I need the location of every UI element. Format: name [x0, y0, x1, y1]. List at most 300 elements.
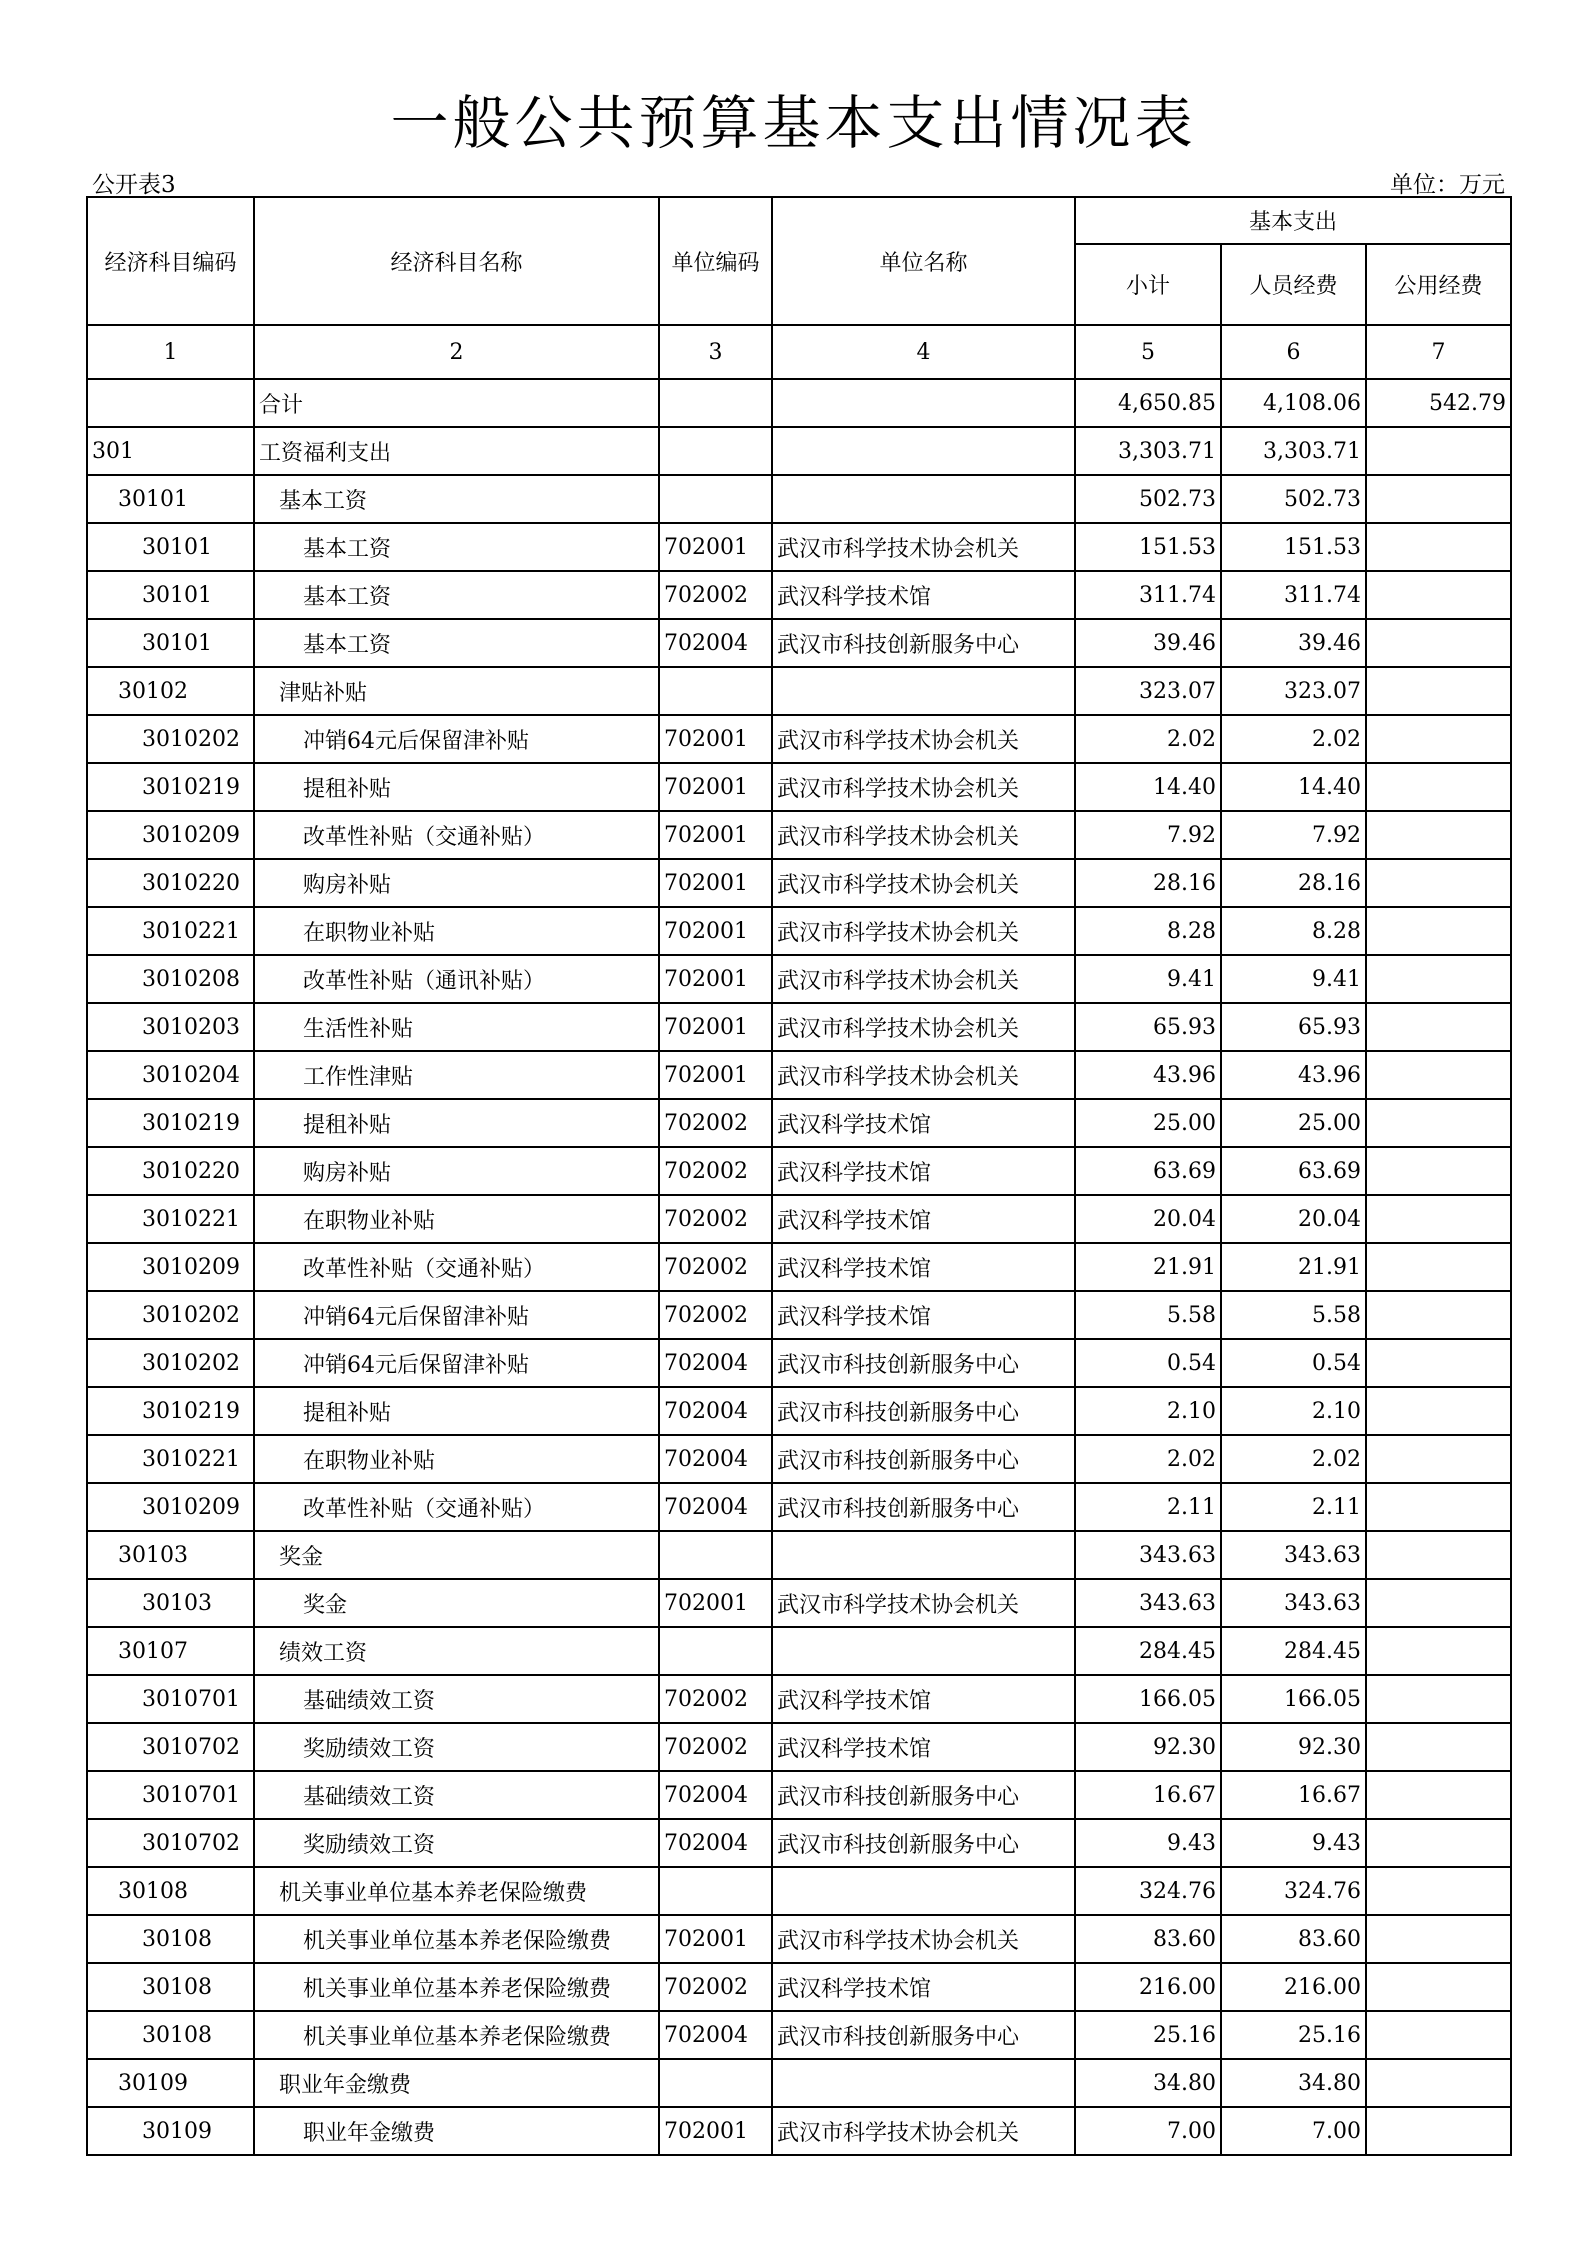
row-unit-code: [659, 475, 772, 523]
row-subtotal: 216.00: [1075, 1963, 1221, 2011]
row-personnel: 502.73: [1221, 475, 1366, 523]
row-personnel: 0.54: [1221, 1339, 1366, 1387]
row-public: [1366, 1435, 1511, 1483]
row-unit-code: 702001: [659, 1003, 772, 1051]
table-row: [87, 1291, 1511, 1339]
row-code: 3010219: [87, 763, 254, 811]
row-public: [1366, 1339, 1511, 1387]
row-code: 30101: [87, 523, 254, 571]
row-code: 3010208: [87, 955, 254, 1003]
row-subtotal: 324.76: [1075, 1867, 1221, 1915]
row-unit-name: [772, 427, 1075, 475]
row-unit-code: 702002: [659, 1243, 772, 1291]
row-code: [87, 379, 254, 427]
row-subtotal: 25.00: [1075, 1099, 1221, 1147]
row-unit-code: 702004: [659, 1771, 772, 1819]
row-unit-name: 武汉科学技术馆: [772, 1723, 1075, 1771]
row-code: 30101: [87, 571, 254, 619]
table-row: [87, 1915, 1511, 1963]
row-public: [1366, 1051, 1511, 1099]
row-subtotal: 2.02: [1075, 715, 1221, 763]
row-subtotal: 34.80: [1075, 2059, 1221, 2107]
row-unit-name: 武汉市科学技术协会机关: [772, 907, 1075, 955]
row-subtotal: 284.45: [1075, 1627, 1221, 1675]
table-row: [87, 667, 1511, 715]
table-row: [87, 475, 1511, 523]
row-personnel: 25.16: [1221, 2011, 1366, 2059]
row-unit-code: 702002: [659, 1099, 772, 1147]
row-subtotal: 7.92: [1075, 811, 1221, 859]
row-personnel: 2.02: [1221, 1435, 1366, 1483]
table-row: [87, 1147, 1511, 1195]
row-unit-name: 武汉市科学技术协会机关: [772, 1003, 1075, 1051]
header-public: 公用经费: [1366, 244, 1511, 325]
table-row: [87, 2059, 1511, 2107]
row-personnel: 83.60: [1221, 1915, 1366, 1963]
row-name: 在职物业补贴: [254, 1195, 659, 1243]
row-unit-code: 702004: [659, 1483, 772, 1531]
row-subtotal: 343.63: [1075, 1579, 1221, 1627]
row-personnel: 63.69: [1221, 1147, 1366, 1195]
table-row: [87, 811, 1511, 859]
table-row: [87, 1819, 1511, 1867]
row-name: 冲销64元后保留津补贴: [254, 1291, 659, 1339]
row-personnel: 92.30: [1221, 1723, 1366, 1771]
row-unit-code: 702001: [659, 1051, 772, 1099]
row-public: [1366, 1147, 1511, 1195]
table-row: [87, 1435, 1511, 1483]
table-row: [87, 1627, 1511, 1675]
row-name: 奖金: [254, 1531, 659, 1579]
row-code: 3010702: [87, 1819, 254, 1867]
row-personnel: 21.91: [1221, 1243, 1366, 1291]
col-number: 6: [1221, 325, 1366, 379]
row-public: [1366, 427, 1511, 475]
row-name: 津贴补贴: [254, 667, 659, 715]
row-personnel: 311.74: [1221, 571, 1366, 619]
table-row: [87, 1051, 1511, 1099]
col-number: 5: [1075, 325, 1221, 379]
table-row: [87, 715, 1511, 763]
row-unit-name: [772, 379, 1075, 427]
row-name: 提租补贴: [254, 763, 659, 811]
row-personnel: 2.02: [1221, 715, 1366, 763]
row-unit-code: [659, 2059, 772, 2107]
row-public: [1366, 571, 1511, 619]
table-row: [87, 955, 1511, 1003]
row-name: 工作性津贴: [254, 1051, 659, 1099]
row-subtotal: 0.54: [1075, 1339, 1221, 1387]
row-personnel: 5.58: [1221, 1291, 1366, 1339]
row-name: 改革性补贴（通讯补贴）: [254, 955, 659, 1003]
row-unit-name: 武汉市科学技术协会机关: [772, 1051, 1075, 1099]
row-public: [1366, 1387, 1511, 1435]
row-unit-name: 武汉市科技创新服务中心: [772, 1819, 1075, 1867]
row-code: 30103: [87, 1531, 254, 1579]
table-row: [87, 2107, 1511, 2155]
row-subtotal: 323.07: [1075, 667, 1221, 715]
table-row: [87, 1195, 1511, 1243]
row-subtotal: 166.05: [1075, 1675, 1221, 1723]
table-row: [87, 571, 1511, 619]
row-public: [1366, 955, 1511, 1003]
row-subtotal: 2.11: [1075, 1483, 1221, 1531]
row-unit-name: 武汉市科学技术协会机关: [772, 763, 1075, 811]
row-public: [1366, 1627, 1511, 1675]
row-unit-name: 武汉市科学技术协会机关: [772, 955, 1075, 1003]
row-public: [1366, 1771, 1511, 1819]
row-personnel: 343.63: [1221, 1579, 1366, 1627]
row-unit-code: [659, 1531, 772, 1579]
row-public: [1366, 1819, 1511, 1867]
row-name: 基础绩效工资: [254, 1771, 659, 1819]
row-personnel: 4,108.06: [1221, 379, 1366, 427]
row-public: [1366, 475, 1511, 523]
row-unit-name: [772, 2059, 1075, 2107]
row-unit-name: 武汉市科技创新服务中心: [772, 1387, 1075, 1435]
row-unit-code: [659, 1867, 772, 1915]
row-personnel: 65.93: [1221, 1003, 1366, 1051]
row-subtotal: 39.46: [1075, 619, 1221, 667]
row-public: [1366, 1915, 1511, 1963]
row-name: 基本工资: [254, 523, 659, 571]
row-public: [1366, 1243, 1511, 1291]
header-unit-name: 单位名称: [772, 197, 1075, 325]
row-unit-code: 702004: [659, 1819, 772, 1867]
row-public: [1366, 1867, 1511, 1915]
row-subtotal: 16.67: [1075, 1771, 1221, 1819]
col-number: 4: [772, 325, 1075, 379]
table-row: [87, 523, 1511, 571]
row-public: [1366, 1723, 1511, 1771]
row-public: [1366, 667, 1511, 715]
row-public: [1366, 1483, 1511, 1531]
row-subtotal: 65.93: [1075, 1003, 1221, 1051]
row-unit-code: 702002: [659, 1195, 772, 1243]
table-row: [87, 619, 1511, 667]
row-unit-name: 武汉市科学技术协会机关: [772, 715, 1075, 763]
row-unit-name: 武汉市科技创新服务中心: [772, 1435, 1075, 1483]
row-public: [1366, 715, 1511, 763]
row-code: 30102: [87, 667, 254, 715]
row-public: [1366, 1675, 1511, 1723]
row-unit-code: 702002: [659, 1291, 772, 1339]
row-unit-code: 702004: [659, 619, 772, 667]
row-code: 30103: [87, 1579, 254, 1627]
row-name: 机关事业单位基本养老保险缴费: [254, 1915, 659, 1963]
table-row: [87, 1483, 1511, 1531]
row-unit-name: [772, 475, 1075, 523]
row-personnel: 7.00: [1221, 2107, 1366, 2155]
row-code: 30109: [87, 2059, 254, 2107]
row-unit-name: [772, 1531, 1075, 1579]
row-unit-name: 武汉市科学技术协会机关: [772, 811, 1075, 859]
row-subtotal: 3,303.71: [1075, 427, 1221, 475]
row-personnel: 20.04: [1221, 1195, 1366, 1243]
row-personnel: 2.10: [1221, 1387, 1366, 1435]
row-personnel: 324.76: [1221, 1867, 1366, 1915]
row-subtotal: 2.02: [1075, 1435, 1221, 1483]
row-subtotal: 2.10: [1075, 1387, 1221, 1435]
row-code: 3010219: [87, 1099, 254, 1147]
row-unit-code: 702001: [659, 763, 772, 811]
row-unit-code: 702004: [659, 1339, 772, 1387]
row-code: 30108: [87, 2011, 254, 2059]
row-name: 基础绩效工资: [254, 1675, 659, 1723]
row-unit-code: 702001: [659, 2107, 772, 2155]
table-row: [87, 1867, 1511, 1915]
row-personnel: 8.28: [1221, 907, 1366, 955]
row-unit-name: 武汉科学技术馆: [772, 1963, 1075, 2011]
row-unit-name: 武汉科学技术馆: [772, 571, 1075, 619]
row-unit-name: 武汉市科技创新服务中心: [772, 1339, 1075, 1387]
row-code: 3010204: [87, 1051, 254, 1099]
row-subtotal: 20.04: [1075, 1195, 1221, 1243]
row-unit-code: 702001: [659, 1579, 772, 1627]
table-row: [87, 907, 1511, 955]
col-number: 3: [659, 325, 772, 379]
row-code: 3010702: [87, 1723, 254, 1771]
row-personnel: 16.67: [1221, 1771, 1366, 1819]
budget-table: [86, 196, 1512, 2156]
row-name: 机关事业单位基本养老保险缴费: [254, 1963, 659, 2011]
col-number: 1: [87, 325, 254, 379]
row-public: [1366, 2011, 1511, 2059]
row-name: 职业年金缴费: [254, 2059, 659, 2107]
row-name: 机关事业单位基本养老保险缴费: [254, 1867, 659, 1915]
row-public: [1366, 1195, 1511, 1243]
row-subtotal: 502.73: [1075, 475, 1221, 523]
table-row: [87, 1387, 1511, 1435]
row-code: 30101: [87, 619, 254, 667]
row-subtotal: 151.53: [1075, 523, 1221, 571]
row-name: 绩效工资: [254, 1627, 659, 1675]
row-personnel: 34.80: [1221, 2059, 1366, 2107]
row-personnel: 284.45: [1221, 1627, 1366, 1675]
row-code: 30108: [87, 1963, 254, 2011]
row-unit-name: [772, 667, 1075, 715]
row-name: 基本工资: [254, 571, 659, 619]
row-public: [1366, 1531, 1511, 1579]
row-unit-name: 武汉市科技创新服务中心: [772, 2011, 1075, 2059]
row-name: 工资福利支出: [254, 427, 659, 475]
page-title: 一般公共预算基本支出情况表: [390, 89, 1197, 157]
row-code: 30109: [87, 2107, 254, 2155]
row-code: 3010209: [87, 1483, 254, 1531]
row-unit-code: [659, 1627, 772, 1675]
row-personnel: 166.05: [1221, 1675, 1366, 1723]
row-subtotal: 311.74: [1075, 571, 1221, 619]
row-unit-name: 武汉科学技术馆: [772, 1291, 1075, 1339]
row-public: [1366, 2059, 1511, 2107]
row-personnel: 9.41: [1221, 955, 1366, 1003]
row-name: 提租补贴: [254, 1099, 659, 1147]
row-code: 30107: [87, 1627, 254, 1675]
row-public: [1366, 1291, 1511, 1339]
row-code: 3010219: [87, 1387, 254, 1435]
row-unit-code: 702001: [659, 523, 772, 571]
row-personnel: 343.63: [1221, 1531, 1366, 1579]
header-basic-expenditure: 基本支出: [1075, 197, 1511, 244]
row-public: [1366, 1579, 1511, 1627]
row-subtotal: 92.30: [1075, 1723, 1221, 1771]
row-name: 奖金: [254, 1579, 659, 1627]
row-code: 3010221: [87, 907, 254, 955]
row-public: [1366, 763, 1511, 811]
row-code: 3010221: [87, 1195, 254, 1243]
row-name: 购房补贴: [254, 1147, 659, 1195]
table-row: [87, 1963, 1511, 2011]
row-subtotal: 7.00: [1075, 2107, 1221, 2155]
row-name: 改革性补贴（交通补贴）: [254, 811, 659, 859]
row-subtotal: 83.60: [1075, 1915, 1221, 1963]
row-name: 机关事业单位基本养老保险缴费: [254, 2011, 659, 2059]
row-name: 奖励绩效工资: [254, 1819, 659, 1867]
row-name: 基本工资: [254, 475, 659, 523]
row-subtotal: 9.43: [1075, 1819, 1221, 1867]
row-unit-name: 武汉市科学技术协会机关: [772, 2107, 1075, 2155]
row-public: [1366, 523, 1511, 571]
row-public: [1366, 907, 1511, 955]
row-code: 30108: [87, 1915, 254, 1963]
row-personnel: 43.96: [1221, 1051, 1366, 1099]
row-name: 基本工资: [254, 619, 659, 667]
row-unit-code: 702004: [659, 2011, 772, 2059]
row-subtotal: 25.16: [1075, 2011, 1221, 2059]
row-subtotal: 8.28: [1075, 907, 1221, 955]
row-personnel: 2.11: [1221, 1483, 1366, 1531]
row-personnel: 28.16: [1221, 859, 1366, 907]
row-code: 3010701: [87, 1771, 254, 1819]
row-unit-code: [659, 667, 772, 715]
row-code: 3010202: [87, 715, 254, 763]
row-unit-code: [659, 379, 772, 427]
row-unit-code: 702004: [659, 1387, 772, 1435]
row-personnel: 3,303.71: [1221, 427, 1366, 475]
header-personnel: 人员经费: [1221, 244, 1366, 325]
row-subtotal: 63.69: [1075, 1147, 1221, 1195]
table-row: [87, 427, 1511, 475]
row-public: 542.79: [1366, 379, 1511, 427]
row-code: 3010209: [87, 811, 254, 859]
row-code: 3010202: [87, 1339, 254, 1387]
row-unit-name: 武汉市科学技术协会机关: [772, 523, 1075, 571]
row-subtotal: 21.91: [1075, 1243, 1221, 1291]
row-name: 提租补贴: [254, 1387, 659, 1435]
row-personnel: 216.00: [1221, 1963, 1366, 2011]
row-unit-code: 702002: [659, 1723, 772, 1771]
row-unit-name: 武汉科学技术馆: [772, 1099, 1075, 1147]
row-unit-name: 武汉市科学技术协会机关: [772, 1915, 1075, 1963]
row-unit-name: [772, 1867, 1075, 1915]
row-unit-name: 武汉市科技创新服务中心: [772, 619, 1075, 667]
row-subtotal: 5.58: [1075, 1291, 1221, 1339]
column-number-row: [87, 325, 1511, 379]
row-subtotal: 43.96: [1075, 1051, 1221, 1099]
row-name: 冲销64元后保留津补贴: [254, 1339, 659, 1387]
row-unit-code: [659, 427, 772, 475]
row-name: 在职物业补贴: [254, 1435, 659, 1483]
row-personnel: 14.40: [1221, 763, 1366, 811]
row-code: 3010220: [87, 1147, 254, 1195]
row-name: 改革性补贴（交通补贴）: [254, 1483, 659, 1531]
row-unit-code: 702001: [659, 907, 772, 955]
header-code: 经济科目编码: [87, 197, 254, 325]
row-public: [1366, 619, 1511, 667]
row-name: 生活性补贴: [254, 1003, 659, 1051]
row-unit-name: 武汉科学技术馆: [772, 1675, 1075, 1723]
row-unit-code: 702004: [659, 1435, 772, 1483]
row-public: [1366, 1003, 1511, 1051]
table-row: [87, 2011, 1511, 2059]
row-personnel: 7.92: [1221, 811, 1366, 859]
table-number: 公开表3: [92, 172, 176, 198]
col-number: 7: [1366, 325, 1511, 379]
row-unit-code: 702001: [659, 859, 772, 907]
row-name: 奖励绩效工资: [254, 1723, 659, 1771]
header-unit-code: 单位编码: [659, 197, 772, 325]
row-code: 3010203: [87, 1003, 254, 1051]
row-unit-name: 武汉市科技创新服务中心: [772, 1771, 1075, 1819]
row-personnel: 25.00: [1221, 1099, 1366, 1147]
row-subtotal: 343.63: [1075, 1531, 1221, 1579]
header-name: 经济科目名称: [254, 197, 659, 325]
row-public: [1366, 859, 1511, 907]
row-unit-code: 702002: [659, 1963, 772, 2011]
table-row: [87, 1099, 1511, 1147]
row-name: 冲销64元后保留津补贴: [254, 715, 659, 763]
row-public: [1366, 2107, 1511, 2155]
row-code: 3010220: [87, 859, 254, 907]
col-number: 2: [254, 325, 659, 379]
row-personnel: 323.07: [1221, 667, 1366, 715]
row-name: 职业年金缴费: [254, 2107, 659, 2155]
table-row: [87, 1339, 1511, 1387]
table-row: [87, 1243, 1511, 1291]
row-public: [1366, 1963, 1511, 2011]
table-row: [87, 1531, 1511, 1579]
row-code: 3010701: [87, 1675, 254, 1723]
header-subtotal: 小计: [1075, 244, 1221, 325]
table-row: [87, 1675, 1511, 1723]
row-personnel: 151.53: [1221, 523, 1366, 571]
row-unit-name: 武汉市科学技术协会机关: [772, 1579, 1075, 1627]
row-code: 3010209: [87, 1243, 254, 1291]
row-subtotal: 28.16: [1075, 859, 1221, 907]
row-subtotal: 4,650.85: [1075, 379, 1221, 427]
row-unit-code: 702002: [659, 1147, 772, 1195]
row-unit-code: 702002: [659, 571, 772, 619]
table-row: [87, 859, 1511, 907]
row-unit-code: 702001: [659, 715, 772, 763]
row-public: [1366, 1099, 1511, 1147]
row-name: 在职物业补贴: [254, 907, 659, 955]
row-unit-name: 武汉科学技术馆: [772, 1243, 1075, 1291]
unit-label: 单位：万元: [1390, 172, 1505, 198]
row-name: 改革性补贴（交通补贴）: [254, 1243, 659, 1291]
table-row: [87, 763, 1511, 811]
row-subtotal: 9.41: [1075, 955, 1221, 1003]
table-row: [87, 1723, 1511, 1771]
row-code: 301: [87, 427, 254, 475]
row-unit-code: 702001: [659, 955, 772, 1003]
table-row: [87, 1771, 1511, 1819]
row-unit-name: 武汉科学技术馆: [772, 1195, 1075, 1243]
row-unit-name: 武汉市科学技术协会机关: [772, 859, 1075, 907]
row-code: 3010221: [87, 1435, 254, 1483]
row-subtotal: 14.40: [1075, 763, 1221, 811]
row-public: [1366, 811, 1511, 859]
